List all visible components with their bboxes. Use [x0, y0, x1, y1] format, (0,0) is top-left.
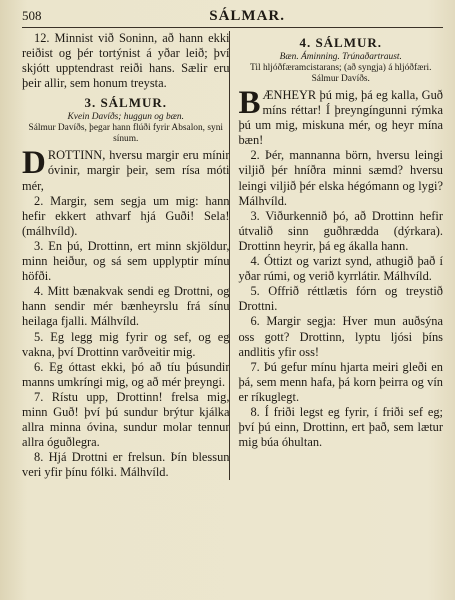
psalm-3-verse-5: 5. Eg legg mig fyrir og sef, og eg vakna, því Drottinn varðveitir mig. — [22, 329, 230, 359]
drop-cap: D — [22, 145, 46, 182]
psalm-4-verse-8: 8. Í friði legst eg fyrir, í friði sef eg; því þú einn, Drottinn, ert það, sem lætur mig búa óhultan. — [238, 404, 443, 450]
psalm-3-verse-6: 6. Eg óttast ekki, þó að tíu þúsundir manns umkríngi mig, og að mér þreyngi. — [22, 359, 230, 389]
psalm-4-verse-3: 3. Viðurkennið þó, að Drottinn hefir útvalið sinn guðhrædda (dýrkara). Drottinn heyrir, þá eg ákalla hann. — [238, 208, 443, 253]
psalm-3-heading: 3. SÁLMUR. — [84, 95, 168, 111]
psalm-3-verse-8: 8. Hjá Drottni er frelsun. Þín blessun veri yfir þínu fólki. Málhvíld. — [22, 450, 230, 480]
psalm-4-verse-6: 6. Margir segja: Hver mun auðsýna oss gott? Drottinn, lyptu ljósi þíns andlitis yfir oss! — [238, 314, 443, 359]
psalm-3-superscription: Sálmur Davíðs, þegar hann flúði fyrir Absalon, syni sínum. — [28, 123, 223, 145]
text-columns — [22, 31, 443, 480]
psalm-3-verse-3: 3. En þú, Drottinn, ert minn skjöldur, minn heiður, og sá sem upplyptir mínu höfði. — [22, 238, 230, 284]
psalm-3-verse-7: 7. Rístu upp, Drottinn! frelsa mig, minn Guð! því þú sundur brýtur kjálka allra minna óvina, sundur molar tennur allra óguðlegra. — [22, 389, 230, 450]
page-number: 508 — [22, 8, 42, 23]
left-column — [22, 31, 229, 480]
verse-text: ROTTINN, hversu margir eru mínir óvinir, margir þeir, sem rísa móti mér, — [22, 148, 230, 193]
verse-continuation: 12. Minnist við Soninn, að hann ekki reiðist og þér tortýnist á yðar leið; því skjótt upptendrast reiði hans. Sælir eru þeir allir, sem honum treysta. — [22, 31, 230, 91]
psalm-4-verse-2: 2. Þér, mannanna börn, hversu leingi viljið þér hníðra minni sæmd? hversu leingi viljið þér elska hégómann og lygi? Málhvíld. — [238, 148, 443, 208]
psalm-4-superscription: Til hljóðfæramcistarans; (að syngja) á hljóðfæri. Sálmur Davíðs. — [250, 63, 432, 84]
verse-text: ÆNHEYR þú mig, þá eg kalla, Guð míns réttar! Í þreyngíngunni rýmka þú um mig, miskuna mér, og heyr mína bæn! — [238, 88, 443, 148]
psalm-3-subtitle: Kvein Davíðs; huggun og bæn. — [67, 112, 184, 123]
psalm-3-verse-4: 4. Mitt bænakvak sendi eg Drottni, og hann sendir mér bænheyrslu frá sínu heilaga fjalli. Málhvíld. — [22, 284, 230, 329]
right-column — [229, 31, 443, 480]
psalm-4-subtitle: Bæn. Áminning. Trúnaðartraust. — [279, 52, 402, 62]
psalm-3-verse-2: 2. Margir, sem segja um mig: hann hefir ekkert athvarf hjá Guði! Sela! (málhvíld). — [22, 193, 230, 238]
psalm-4-verse-5: 5. Offrið réttlætis fórn og treystið Drottni. — [238, 284, 443, 314]
psalm-4-verse-1 — [238, 85, 443, 148]
running-title: SÁLMAR. — [209, 8, 285, 24]
psalm-4-verse-4: 4. Óttizt og varizt synd, athugið það í yðar rúmi, og verið kyrrlátir. Málhvíld. — [238, 254, 443, 284]
page-header — [22, 8, 443, 28]
psalm-4-verse-7: 7. Þú gefur mínu hjarta meiri gleði en þá, sem menn hafa, þá korn þeirra og vín er ríkuglegt. — [238, 359, 443, 404]
psalm-3-verse-1 — [22, 145, 230, 193]
psalm-4-heading: 4. SÁLMUR. — [299, 35, 383, 50]
drop-cap: B — [238, 85, 261, 121]
